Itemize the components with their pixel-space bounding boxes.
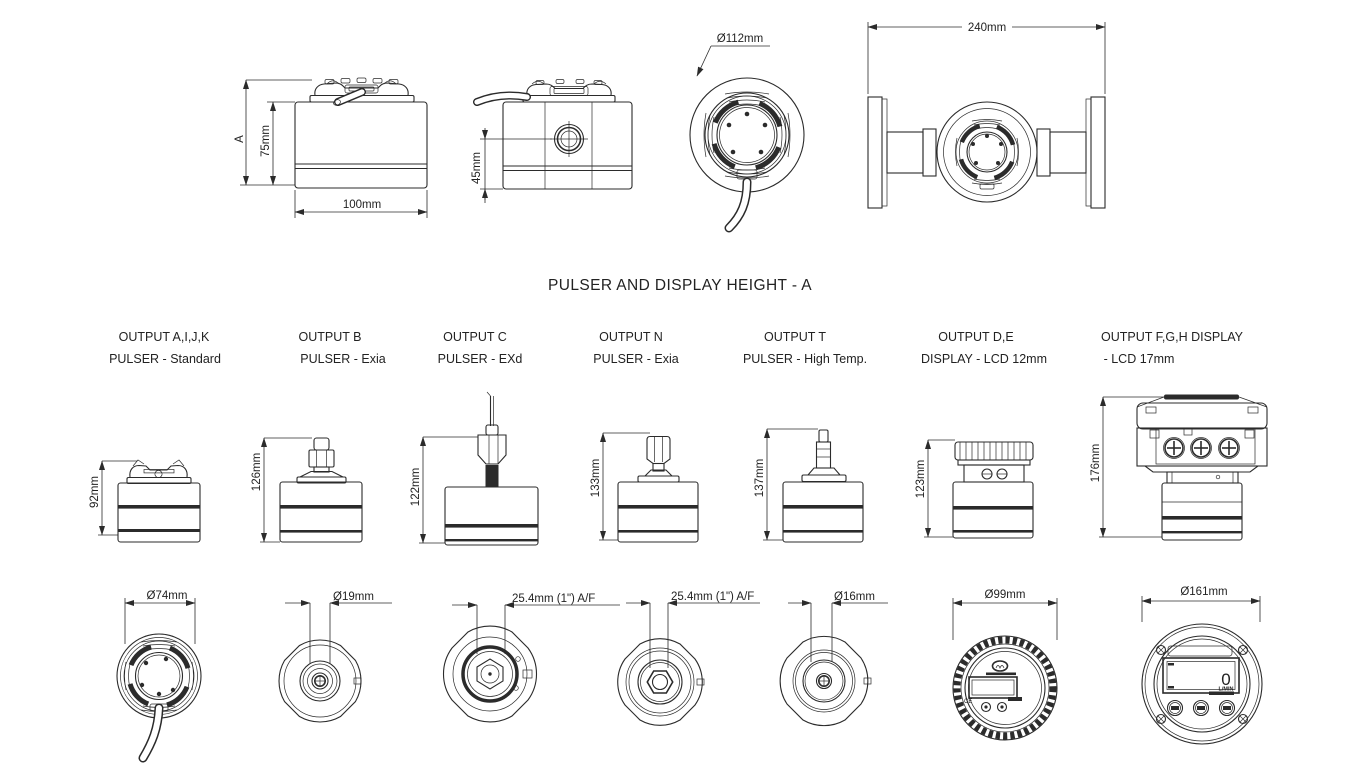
top-view-dimension xyxy=(697,33,770,76)
height-dimension xyxy=(754,429,818,540)
dim-label-width: 25.4mm (1") A/F xyxy=(671,591,755,603)
side-view-boss xyxy=(550,121,588,157)
front-view-drawing xyxy=(234,78,427,218)
dim-label-diameter: Ø112mm xyxy=(716,33,764,45)
width-dimension xyxy=(452,593,620,654)
pulser-standard-side xyxy=(89,460,200,542)
pulser-exia-b-top xyxy=(279,591,392,722)
meter-top-view-drawing xyxy=(868,15,1105,208)
lcd-reading: 0 xyxy=(1221,670,1231,689)
column-output-label: OUTPUT A,I,J,K xyxy=(118,330,210,344)
width-dimension xyxy=(285,591,392,664)
dim-label-width: Ø99mm xyxy=(984,589,1026,601)
dim-label-height: 137mm xyxy=(754,458,766,498)
dim-label-height: 123mm xyxy=(915,459,927,499)
front-view-dimensions xyxy=(234,80,427,218)
top-view-drawing xyxy=(690,33,804,228)
display-lcd12-top xyxy=(953,589,1057,740)
width-dimension xyxy=(125,590,195,644)
screws xyxy=(727,112,768,155)
pulser-cap xyxy=(310,78,414,106)
dim-label-body-height: 75mm xyxy=(260,125,272,157)
grip-hatch xyxy=(956,120,1019,185)
dim-label-center-height: 45mm xyxy=(471,152,483,184)
column-type-label: PULSER - Exia xyxy=(300,352,386,366)
dim-label-height: 122mm xyxy=(410,467,422,507)
column-type-label: DISPLAY - LCD 12mm xyxy=(921,352,1047,366)
dim-label-height: 92mm xyxy=(89,476,101,508)
column-output-label: OUTPUT F,G,H DISPLAY xyxy=(1101,330,1243,344)
width-dimension xyxy=(788,591,888,662)
dim-label-height: 126mm xyxy=(251,452,263,492)
brand-logo-icon xyxy=(986,661,1016,675)
dim-label-height: 133mm xyxy=(590,458,602,498)
dim-label-width: Ø161mm xyxy=(1180,586,1228,598)
height-dimension xyxy=(590,433,650,540)
dim-label-body-width: 100mm xyxy=(342,199,382,211)
meter-dimension xyxy=(868,15,1105,94)
column-type-label: - LCD 17mm xyxy=(1103,352,1175,366)
height-dimension xyxy=(251,438,312,542)
dim-label-overall-height: A xyxy=(234,135,246,143)
pulser-exia-n-side xyxy=(590,433,698,542)
cable-glands xyxy=(1164,438,1240,459)
width-dimension xyxy=(953,589,1057,640)
label-window xyxy=(1168,646,1232,656)
lcd-unit: L/MIN xyxy=(1218,686,1234,693)
height-dimension xyxy=(915,440,955,537)
pulser-standard-top xyxy=(117,590,201,758)
pulser-high-temp-top xyxy=(780,591,888,726)
column-type-label: PULSER - Standard xyxy=(109,352,221,366)
column-type-label: PULSER - High Temp. xyxy=(742,352,868,366)
side-view-drawing xyxy=(471,80,632,204)
screws xyxy=(140,657,175,696)
dim-label-meter-width: 240mm xyxy=(967,22,1007,34)
column-output-label: OUTPUT T xyxy=(763,330,827,344)
pulser-exia-b-side xyxy=(251,438,362,542)
pulser-exd-side xyxy=(410,392,538,545)
screws xyxy=(971,134,1003,165)
dim-label-height: 176mm xyxy=(1090,443,1102,483)
buttons xyxy=(1168,701,1235,716)
width-dimension xyxy=(1142,586,1260,622)
column-output-label: OUTPUT D,E xyxy=(938,330,1014,344)
display-lcd17-side xyxy=(1090,395,1267,541)
dim-label-width: Ø74mm xyxy=(146,590,188,602)
dim-label-width: 25.4mm (1") A/F xyxy=(512,593,596,605)
column-type-label: PULSER - Exia xyxy=(593,352,679,366)
column-labels xyxy=(109,330,1244,366)
column-output-label: OUTPUT N xyxy=(599,330,663,344)
column-output-label: OUTPUT B xyxy=(298,330,362,344)
column-type-label: PULSER - EXd xyxy=(437,352,523,366)
display-lcd12-side xyxy=(915,440,1033,538)
pulser-high-temp-side xyxy=(754,429,863,542)
pulser-exd-top xyxy=(443,593,620,722)
pulser-exia-n-top xyxy=(618,591,760,725)
page-title: PULSER AND DISPLAY HEIGHT - A xyxy=(548,277,812,294)
display-lcd17-top xyxy=(1142,586,1262,744)
knurl-lines xyxy=(960,442,1026,460)
ce-mark: CE xyxy=(964,699,973,705)
column-output-label: OUTPUT C xyxy=(443,330,507,344)
dim-label-width: Ø19mm xyxy=(333,591,374,603)
side-pulser-cap xyxy=(477,80,615,103)
dim-label-width: Ø16mm xyxy=(834,591,875,603)
